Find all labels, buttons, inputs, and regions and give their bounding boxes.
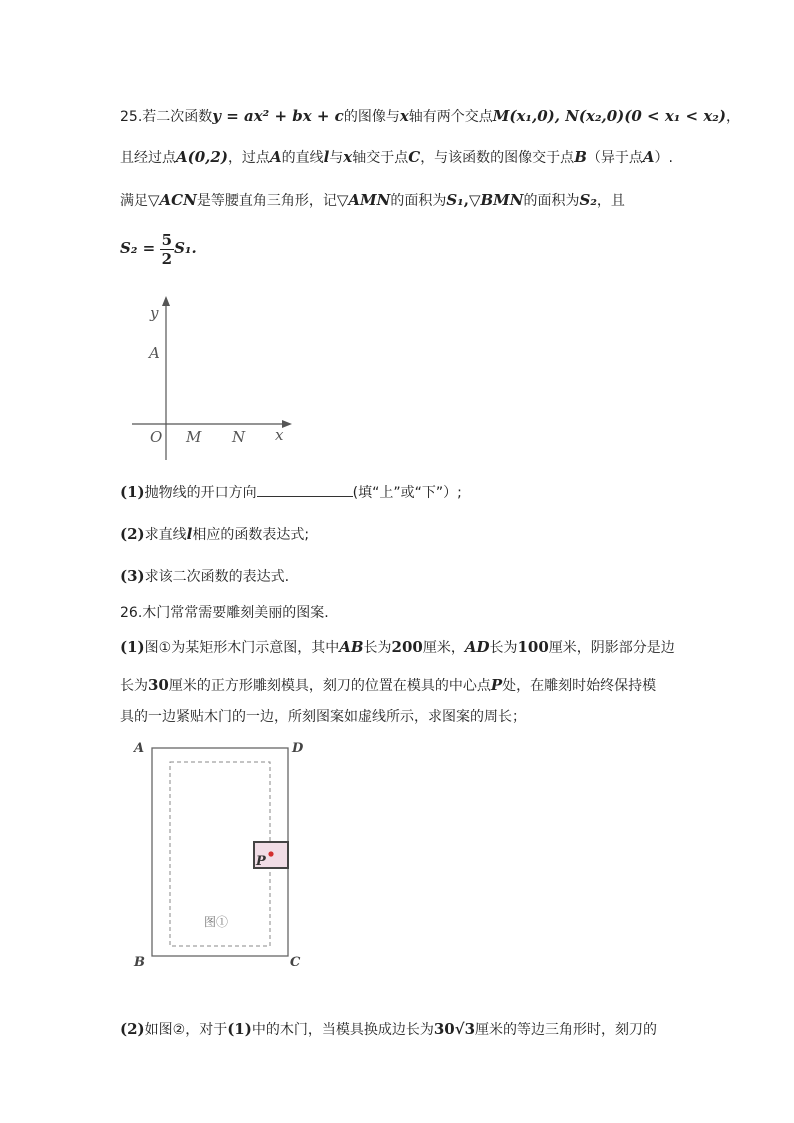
q26-line-3: 具的一边紧贴木门的一边，所刻图案如虚线所示，求图案的周长；: [120, 709, 526, 725]
fraction-numerator: 5: [161, 230, 173, 249]
q25-text: 轴有两个交点: [408, 109, 493, 125]
value-200: 200: [391, 638, 423, 656]
x-axis-arrow: [282, 420, 292, 428]
door-figure: [130, 738, 320, 970]
q25-text: 且经过点: [120, 150, 176, 166]
y-axis-arrow: [162, 296, 170, 306]
q26-text: 处，在雕刻时始终保持模: [502, 678, 657, 694]
label-a: A: [269, 148, 282, 166]
answer-blank[interactable]: [257, 482, 353, 497]
q25-text: 若二次函数: [142, 109, 213, 125]
q25-text: 与: [329, 150, 344, 166]
q26-text: 厘米，阴影部分是边: [548, 640, 675, 656]
fraction: [160, 231, 174, 268]
q25-text: 求该二次函数的表达式.: [144, 569, 290, 585]
q25-text: 轴交于点: [352, 150, 409, 166]
n-label: N: [232, 428, 246, 446]
value-30: 30: [148, 676, 169, 694]
part1-number: (1): [120, 638, 145, 656]
s2: S₂: [579, 191, 597, 209]
fraction-denominator: 2: [161, 249, 173, 268]
q25-sub1: [120, 482, 462, 503]
q25-text: 的直线: [281, 150, 324, 166]
value-30-sqrt3: 30√3: [433, 1020, 476, 1038]
equation-lhs: S₂ =: [120, 239, 156, 257]
q25-text: ，且: [596, 193, 625, 209]
sub1-number: (1): [120, 483, 145, 501]
sub3-number: (3): [120, 567, 145, 585]
x-variable: x: [343, 148, 353, 166]
triangle-acn: ▽ACN: [148, 191, 197, 209]
label-c: C: [408, 148, 421, 166]
q25-text: 抛物线的开口方向: [144, 485, 257, 501]
part-reference: (1): [227, 1020, 252, 1038]
label-a: A: [642, 148, 655, 166]
line-l: l: [323, 148, 330, 166]
equation-rhs: S₁.: [174, 239, 197, 257]
q25-text: ，与该函数的图像交于点: [420, 150, 575, 166]
q25-sub3: [120, 566, 289, 587]
q26-line-2: [120, 675, 656, 696]
value-100: 100: [517, 638, 549, 656]
label-b: B: [574, 148, 587, 166]
q25-line-2: [120, 147, 673, 168]
y-label: y: [150, 304, 159, 322]
q25-equation: [120, 230, 197, 268]
q25-text: 满足: [120, 193, 148, 209]
q25-text: 是等腰直角三角形，记: [196, 193, 337, 209]
q26-text: 厘米的等边三角形时，刻刀的: [475, 1022, 658, 1038]
knife-point: [268, 851, 273, 856]
q25-text: 的面积为: [390, 193, 447, 209]
q25-line-3: 满足▽ACN是等腰直角三角形，记▽AMN的面积为S₁,▽BMN的面积为S₂，且: [120, 191, 625, 209]
s1: S₁: [446, 191, 464, 209]
q26-text: 图①为某矩形木门示意图，其中: [144, 640, 340, 656]
q26-line-1: [120, 637, 675, 658]
point-a: A(0,2): [176, 148, 228, 166]
q26-text: 厘米的正方形雕刻模具，刻刀的位置在模具的中心点: [168, 678, 491, 694]
q25-sub2: [120, 524, 309, 545]
point-p: P: [490, 676, 503, 694]
segment-ad: AD: [464, 638, 490, 656]
vertex-b: B: [134, 955, 145, 970]
segment-ab: AB: [339, 638, 364, 656]
intersection-points: M(x₁,0), N(x₂,0)(0 < x₁ < x₂): [492, 107, 726, 125]
q26-text: 中的木门，当模具换成边长为: [251, 1022, 434, 1038]
origin-label: O: [150, 428, 163, 446]
q25-text: 的面积为: [523, 193, 580, 209]
m-label: M: [186, 428, 202, 446]
p-label: P: [256, 854, 266, 869]
q25-text: 的图像与: [343, 109, 400, 125]
a-label: A: [149, 344, 160, 362]
x-variable: x: [399, 107, 409, 125]
q26-text: 厘米，: [422, 640, 465, 656]
q25-number: 25.: [120, 109, 143, 125]
q26-text: 如图②，对于: [144, 1022, 228, 1038]
triangle-amn: ▽AMN: [336, 191, 391, 209]
figure-caption: 图①: [204, 915, 229, 929]
q26-line-4: [120, 1019, 657, 1040]
q25-text: ）.: [654, 150, 673, 166]
q25-text: ，过点: [227, 150, 270, 166]
sub2-number: (2): [120, 525, 145, 543]
quadratic-function: y = ax² + bx + c: [212, 107, 344, 125]
q25-text: ，: [725, 109, 740, 125]
q25-text: 相应的函数表达式;: [192, 527, 310, 543]
line-l: l: [186, 525, 193, 543]
q26-title: 26.木门常常需要雕刻美丽的图案.: [120, 605, 329, 621]
q25-text: （异于点: [586, 150, 643, 166]
x-label: x: [275, 426, 284, 444]
vertex-c: C: [290, 955, 301, 970]
vertex-d: D: [292, 741, 304, 756]
q25-line-1: [120, 106, 740, 127]
triangle-bmn: ▽BMN: [468, 191, 524, 209]
q25-text: (填“上”或“下”）;: [352, 485, 462, 501]
q25-text: 求直线: [144, 527, 187, 543]
q26-text: 长为: [120, 678, 148, 694]
q26-text: 长为: [363, 640, 392, 656]
part2-number: (2): [120, 1020, 145, 1038]
vertex-a: A: [134, 741, 145, 756]
coordinate-graph: [120, 292, 300, 462]
q26-text: 长为: [489, 640, 518, 656]
